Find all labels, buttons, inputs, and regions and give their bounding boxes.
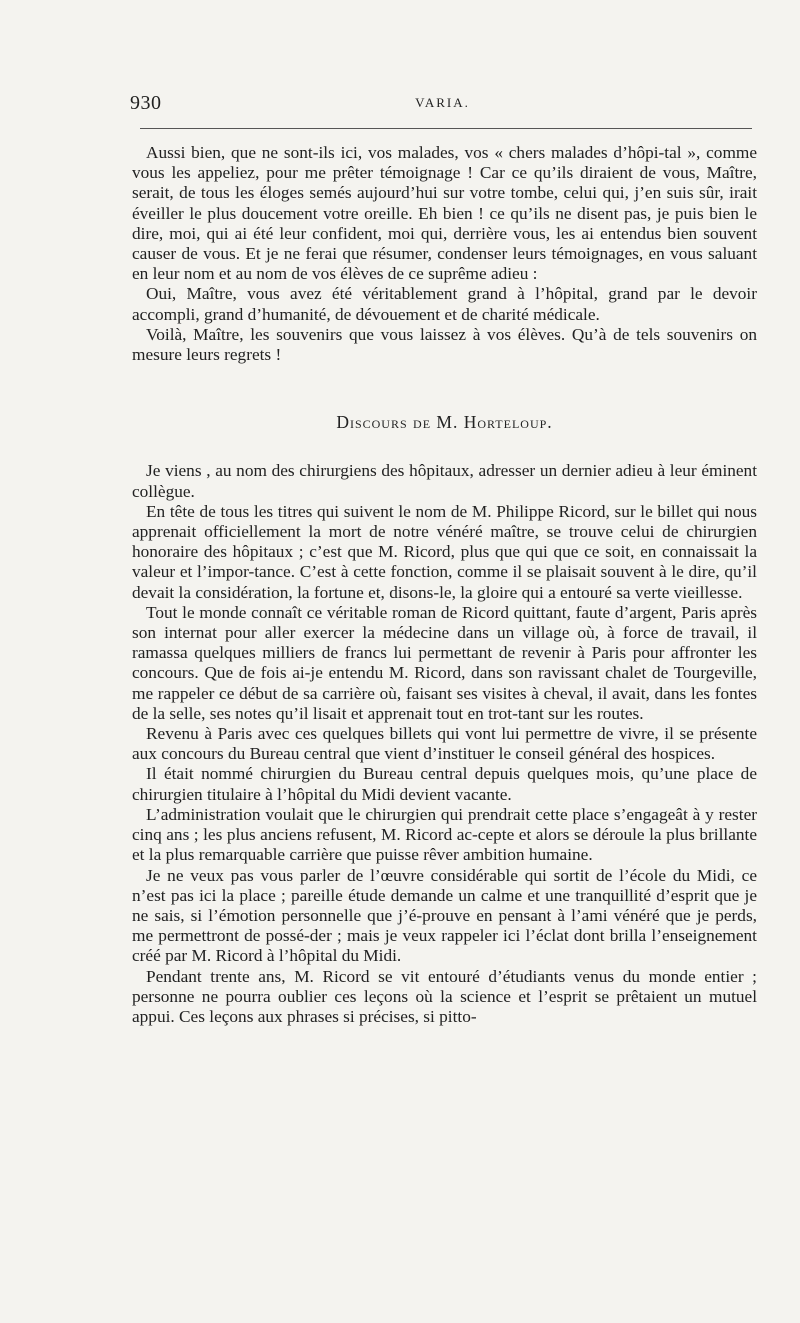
paragraph: Je ne veux pas vous parler de l’œuvre considérable qui sortit de l’école du Midi, ce n’est pas ici la place ; pareille étude demande un calme et une tranquillité d’esprit que je ne sais, si l’émotion personnelle que j’é-prouve en pensant à l’ami vénéré que je perds, me permettront de possé-der ; mais je veux rappeler ici l’éclat dont brilla l’enseignement créé par M. Ricord à l’hôpital du Midi.: [132, 865, 757, 966]
paragraph: Il était nommé chirurgien du Bureau central depuis quelques mois, qu’une place de chirurgien titulaire à l’hôpital du Midi devient vacante.: [132, 764, 757, 804]
section-title: Discours de M. Horteloup.: [336, 412, 553, 433]
paragraph: En tête de tous les titres qui suivent le nom de M. Philippe Ricord, sur le billet qui nous apprenait officiellement la mort de notre vénéré maître, se trouve celui de chirurgien honoraire des hôpitaux ; c’est que M. Ricord, plus que qui que ce soit, en connaissait la valeur et l’impor-tance. C’est à cette fonction, comme il se plaisait souvent à le dire, qu’il devait la considération, la fortune et, disons-le, la gloire qui a entouré sa verte vieillesse.: [132, 501, 757, 602]
page-header: [130, 92, 755, 116]
paragraph: Revenu à Paris avec ces quelques billets qui vont lui permettre de vivre, il se présente aux concours du Bureau central que vient d’instituer le conseil général des hospices.: [132, 724, 757, 764]
paragraph: Aussi bien, que ne sont-ils ici, vos malades, vos « chers malades d’hôpi-tal », comme vous les appeliez, pour me prêter témoignage ! Car ce qu’ils diraient de vous, Maître, serait, de tous les éloges semés aujourd’hui sur votre tombe, celui qui, j’en suis sûr, irait éveiller le plus doucement votre oreille. Eh bien ! ce qu’ils ne disent pas, je puis bien le dire, moi, qui ai été leur confident, moi qui, derrière vous, les ai entendus bien souvent causer de vous. Et je ne ferai que résumer, condenser leurs témoignages, en vous saluant en leur nom et au nom de vos élèves de ce suprême adieu :: [132, 143, 757, 284]
paragraph: L’administration voulait que le chirurgien qui prendrait cette place s’engageât à y rester cinq ans ; les plus anciens refusent, M. Ricord ac-cepte et alors se déroule la plus brillante et la plus remarquable carrière que puisse rêver ambition humaine.: [132, 804, 757, 865]
paragraph: Je viens , au nom des chirurgiens des hôpitaux, adresser un dernier adieu à leur éminent collègue.: [132, 461, 757, 501]
paragraph: Tout le monde connaît ce véritable roman de Ricord quittant, faute d’argent, Paris après son internat pour aller exercer la médecine dans un village où, à force de travail, il ramassa quelques milliers de francs lui permettant de revenir à Paris pour affronter les concours. Que de fois ai-je entendu M. Ricord, dans son ravissant chalet de Tourgeville, me rappeler ce début de sa carrière où, faisant ses visites à cheval, il avait, dans les fontes de la selle, ses notes qu’il lisait et apprenait tout en trot-tant sur les routes.: [132, 602, 757, 723]
paragraph: Oui, Maître, vous avez été véritablement grand à l’hôpital, grand par le devoir accompli, grand d’humanité, de dévouement et de charité médicale.: [132, 284, 757, 324]
paragraph: Pendant trente ans, M. Ricord se vit entouré d’étudiants venus du monde entier ; personne ne pourra oublier ces leçons où la science et l’esprit se prêtaient un mutuel appui. Ces leçons aux phrases si précises, si pitto-: [132, 966, 757, 1026]
header-rule: [140, 128, 752, 129]
body-text: [132, 143, 757, 1027]
running-head: VARIA.: [415, 95, 470, 110]
page-number: 930: [130, 92, 162, 114]
paragraph: Voilà, Maître, les souvenirs que vous laissez à vos élèves. Qu’à de tels souvenirs on mesure leurs regrets !: [132, 324, 757, 365]
